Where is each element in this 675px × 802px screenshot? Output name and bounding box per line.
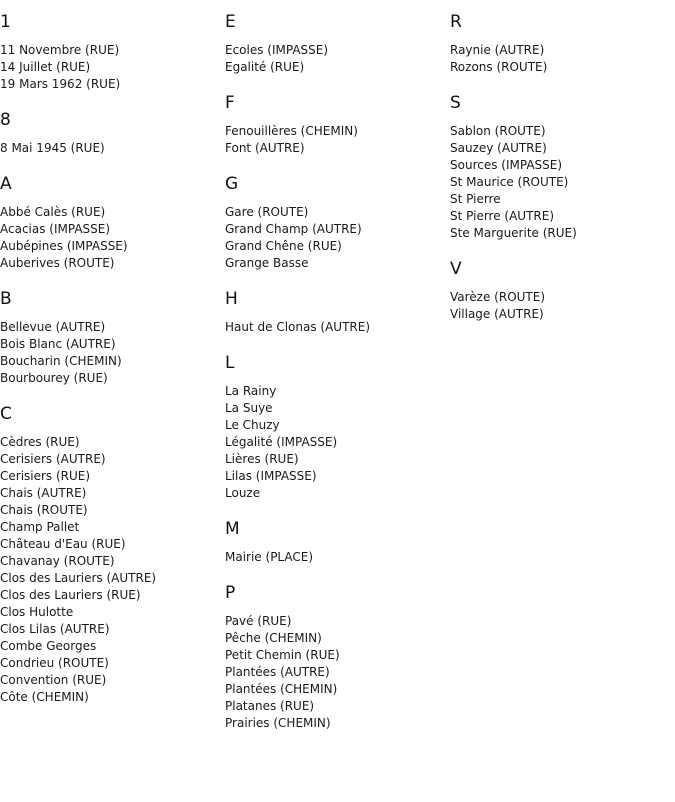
letter-heading: L: [225, 353, 235, 373]
letter-group: [225, 0, 445, 76]
street-item[interactable]: Cèdres (RUE): [0, 435, 80, 449]
street-item[interactable]: Petit Chemin (RUE): [225, 648, 340, 662]
street-item[interactable]: Acacias (IMPASSE): [0, 222, 111, 236]
street-item[interactable]: Grand Chêne (RUE): [225, 239, 342, 253]
letter-group: [225, 336, 445, 502]
street-item[interactable]: Clos des Lauriers (AUTRE): [0, 571, 157, 585]
street-item[interactable]: Chais (ROUTE): [0, 503, 88, 517]
street-item[interactable]: Boucharin (CHEMIN): [0, 354, 122, 368]
letter-heading: P: [225, 583, 236, 603]
street-list: [225, 32, 445, 76]
street-item[interactable]: Chais (AUTRE): [0, 486, 87, 500]
letter-heading: E: [225, 12, 236, 32]
letter-group: [0, 387, 220, 706]
letter-group: [450, 0, 670, 76]
street-item[interactable]: Rozons (ROUTE): [450, 60, 548, 74]
street-item[interactable]: Grand Champ (AUTRE): [225, 222, 362, 236]
letter-heading: B: [0, 289, 12, 309]
street-list: [225, 373, 445, 502]
street-list: [0, 424, 220, 706]
letter-heading: G: [225, 174, 239, 194]
street-item[interactable]: Abbé Calès (RUE): [0, 205, 106, 219]
street-item[interactable]: 14 Juillet (RUE): [0, 60, 91, 74]
street-item[interactable]: Egalité (RUE): [225, 60, 305, 74]
letter-heading: 1: [0, 12, 11, 32]
street-item[interactable]: Lilas (IMPASSE): [225, 469, 317, 483]
letter-heading: V: [450, 259, 462, 279]
street-list: [225, 113, 445, 157]
letter-group: [450, 76, 670, 242]
letter-heading: M: [225, 519, 240, 539]
street-index-column-1: [0, 0, 220, 706]
street-item[interactable]: Clos des Lauriers (RUE): [0, 588, 141, 602]
letter-heading: C: [0, 404, 12, 424]
street-list: [450, 279, 670, 323]
street-item[interactable]: Côte (CHEMIN): [0, 690, 89, 704]
street-item[interactable]: La Rainy: [225, 384, 277, 398]
street-item[interactable]: Convention (RUE): [0, 673, 107, 687]
letter-heading: H: [225, 289, 238, 309]
street-list: [225, 603, 445, 732]
street-list: [225, 194, 445, 272]
letter-heading: A: [0, 174, 12, 194]
street-item[interactable]: Cerisiers (AUTRE): [0, 452, 106, 466]
street-item[interactable]: Platanes (RUE): [225, 699, 315, 713]
street-item[interactable]: Condrieu (ROUTE): [0, 656, 109, 670]
street-item[interactable]: Village (AUTRE): [450, 307, 544, 321]
street-item[interactable]: Bourbourey (RUE): [0, 371, 108, 385]
street-item[interactable]: Cerisiers (RUE): [0, 469, 91, 483]
letter-group: [0, 93, 220, 157]
street-item[interactable]: Auberives (ROUTE): [0, 256, 115, 270]
street-item[interactable]: Chavanay (ROUTE): [0, 554, 115, 568]
letter-heading: S: [450, 93, 461, 113]
street-item[interactable]: Plantées (AUTRE): [225, 665, 330, 679]
letter-group: [225, 502, 445, 566]
letter-group: [450, 242, 670, 323]
street-item[interactable]: St Pierre: [450, 192, 501, 206]
street-index-column-3: [450, 0, 670, 323]
street-item[interactable]: Combe Georges: [0, 639, 97, 653]
street-item[interactable]: 11 Novembre (RUE): [0, 43, 120, 57]
street-list: [225, 539, 445, 566]
street-item[interactable]: Légalité (IMPASSE): [225, 435, 338, 449]
street-item[interactable]: Ecoles (IMPASSE): [225, 43, 329, 57]
street-list: [450, 32, 670, 76]
street-item[interactable]: La Suye: [225, 401, 273, 415]
street-item[interactable]: Pêche (CHEMIN): [225, 631, 322, 645]
street-item[interactable]: Gare (ROUTE): [225, 205, 309, 219]
street-item[interactable]: Bois Blanc (AUTRE): [0, 337, 116, 351]
street-item[interactable]: Château d'Eau (RUE): [0, 537, 126, 551]
letter-group: [0, 157, 220, 272]
letter-heading: F: [225, 93, 235, 113]
street-item[interactable]: 8 Mai 1945 (RUE): [0, 141, 105, 155]
letter-group: [225, 76, 445, 157]
street-item[interactable]: Prairies (CHEMIN): [225, 716, 331, 730]
street-item[interactable]: Plantées (CHEMIN): [225, 682, 338, 696]
letter-group: [0, 0, 220, 93]
letter-group: [225, 157, 445, 272]
street-item[interactable]: Raynie (AUTRE): [450, 43, 545, 57]
street-list: [0, 309, 220, 387]
street-item[interactable]: Varèze (ROUTE): [450, 290, 546, 304]
street-item[interactable]: Clos Lilas (AUTRE): [0, 622, 110, 636]
street-item[interactable]: Ste Marguerite (RUE): [450, 226, 577, 240]
street-item[interactable]: Fenouillères (CHEMIN): [225, 124, 358, 138]
street-item[interactable]: Sauzey (AUTRE): [450, 141, 547, 155]
street-item[interactable]: Sources (IMPASSE): [450, 158, 563, 172]
street-item[interactable]: Bellevue (AUTRE): [0, 320, 106, 334]
street-item[interactable]: St Pierre (AUTRE): [450, 209, 555, 223]
street-item[interactable]: Mairie (PLACE): [225, 550, 314, 564]
street-list: [450, 113, 670, 242]
letter-group: [0, 272, 220, 387]
street-item[interactable]: Aubépines (IMPASSE): [0, 239, 128, 253]
street-item[interactable]: Grange Basse: [225, 256, 309, 270]
letter-group: [225, 272, 445, 336]
street-item[interactable]: 19 Mars 1962 (RUE): [0, 77, 121, 91]
street-item[interactable]: Sablon (ROUTE): [450, 124, 546, 138]
street-item[interactable]: Clos Hulotte: [0, 605, 74, 619]
letter-group: [225, 566, 445, 732]
street-item[interactable]: Lières (RUE): [225, 452, 299, 466]
street-item[interactable]: Le Chuzy: [225, 418, 280, 432]
street-item[interactable]: Font (AUTRE): [225, 141, 305, 155]
street-item[interactable]: St Maurice (ROUTE): [450, 175, 569, 189]
street-list: [0, 194, 220, 272]
letter-heading: 8: [0, 110, 11, 130]
street-list: [0, 32, 220, 93]
street-item[interactable]: Louze: [225, 486, 261, 500]
letter-heading: R: [450, 12, 462, 32]
street-list: [225, 309, 445, 336]
street-list: [0, 130, 220, 157]
street-item[interactable]: Pavé (RUE): [225, 614, 292, 628]
street-item[interactable]: Haut de Clonas (AUTRE): [225, 320, 371, 334]
street-index-column-2: [225, 0, 445, 732]
street-item[interactable]: Champ Pallet: [0, 520, 80, 534]
